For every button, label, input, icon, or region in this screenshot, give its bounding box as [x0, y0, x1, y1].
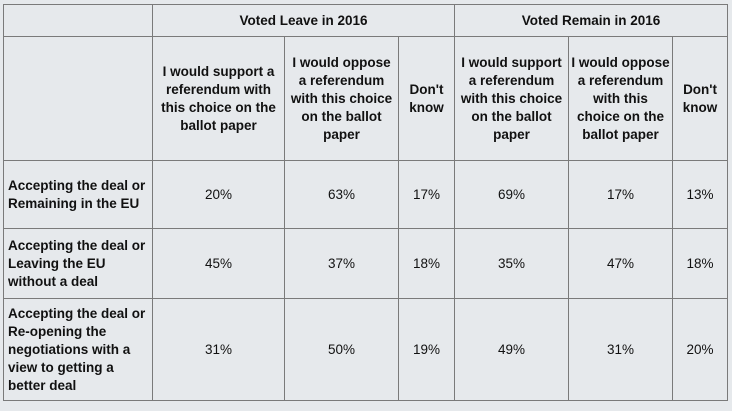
cell-value: 45%	[153, 229, 285, 299]
cell-value: 17%	[399, 161, 455, 229]
group-header-remain: Voted Remain in 2016	[455, 5, 728, 37]
cell-value: 31%	[153, 299, 285, 401]
cell-value: 37%	[285, 229, 399, 299]
cell-value: 63%	[285, 161, 399, 229]
cell-value: 18%	[399, 229, 455, 299]
survey-table	[3, 4, 728, 401]
subheader-remain-support: I would support a referendum with this choice on the ballot paper	[455, 37, 569, 161]
subheader-row	[4, 37, 728, 161]
subheader-remain-dont-know: Don't know	[673, 37, 728, 161]
cell-value: 49%	[455, 299, 569, 401]
cell-value: 18%	[673, 229, 728, 299]
cell-value: 19%	[399, 299, 455, 401]
row-label: Accepting the deal or Leaving the EU without a deal	[4, 229, 153, 299]
corner-cell	[4, 5, 153, 37]
table-row	[4, 161, 728, 229]
cell-value: 17%	[569, 161, 673, 229]
cell-value: 31%	[569, 299, 673, 401]
group-header-leave: Voted Leave in 2016	[153, 5, 455, 37]
subheader-leave-dont-know: Don't know	[399, 37, 455, 161]
cell-value: 13%	[673, 161, 728, 229]
row-label: Accepting the deal or Remaining in the EU	[4, 161, 153, 229]
cell-value: 20%	[673, 299, 728, 401]
subheader-leave-oppose: I would oppose a referendum with this choice on the ballot paper	[285, 37, 399, 161]
row-label: Accepting the deal or Re-opening the negotiations with a view to getting a better deal	[4, 299, 153, 401]
cell-value: 69%	[455, 161, 569, 229]
corner-cell-2	[4, 37, 153, 161]
cell-value: 35%	[455, 229, 569, 299]
table-row	[4, 299, 728, 401]
cell-value: 50%	[285, 299, 399, 401]
subheader-leave-support: I would support a referendum with this choice on the ballot paper	[153, 37, 285, 161]
subheader-remain-oppose: I would oppose a referendum with this choice on the ballot paper	[569, 37, 673, 161]
table-row	[4, 229, 728, 299]
cell-value: 47%	[569, 229, 673, 299]
group-header-row	[4, 5, 728, 37]
cell-value: 20%	[153, 161, 285, 229]
